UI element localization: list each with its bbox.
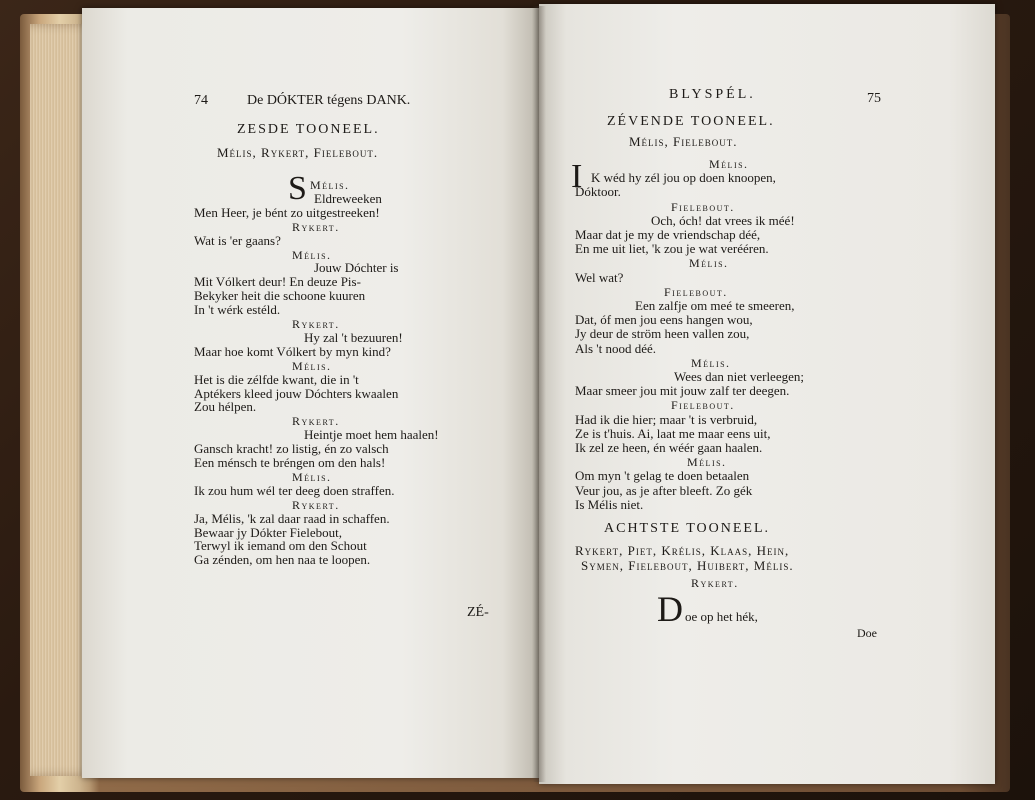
verse-line: Jy deur de ström heen vallen zou, bbox=[575, 326, 750, 342]
speaker-name: Mélis. bbox=[691, 355, 731, 370]
left-page bbox=[82, 8, 539, 778]
verse-line: Ze is t'huis. Ai, laat me maar eens uit, bbox=[575, 425, 771, 441]
scene8-speaker: Rykert. bbox=[691, 576, 739, 590]
verse-line: Jouw Dóchter is bbox=[314, 260, 399, 276]
page-number-left: 74 bbox=[194, 93, 208, 108]
scene8-cast-line-2: Symen, Fielebout, Huibert, Mélis. bbox=[581, 558, 794, 573]
running-head-right: BLYSPÉL. bbox=[669, 87, 756, 102]
speaker-name: Fielebout. bbox=[664, 284, 728, 299]
verse-line: Maar hoe komt Vólkert by myn kind? bbox=[194, 343, 391, 359]
verse-line: Had ik die hier; maar 't is verbruid, bbox=[575, 411, 758, 427]
verse-line: Och, óch! dat vrees ik méé! bbox=[651, 212, 795, 228]
verse-line: Men Heer, je bént zo uitgestreeken! bbox=[194, 204, 380, 220]
verse-line: Wel wat? bbox=[575, 269, 624, 285]
cast-list-left: Mélis, Rykert, Fielebout. bbox=[217, 145, 379, 160]
speaker-name: Fielebout. bbox=[671, 398, 735, 413]
drop-cap-right: I bbox=[571, 158, 583, 195]
verse-line: Maar smeer jou mit jouw zalf ter deegen. bbox=[575, 383, 790, 399]
speaker-name: Rykert. bbox=[292, 317, 340, 331]
cast-list-right: Mélis, Fielebout. bbox=[629, 134, 738, 149]
speaker-name: Mélis. bbox=[310, 178, 350, 192]
speaker-name: Rykert. bbox=[292, 219, 340, 234]
scene8-cast-line-1: Rykert, Piet, Krélis, Klaas, Hein, bbox=[575, 543, 790, 558]
verse-line: Aptékers kleed jouw Dóchters kwaalen bbox=[194, 385, 399, 401]
verse-line: Veur jou, as je after bleeft. Zo gék bbox=[575, 482, 753, 498]
catchword-right: Doe bbox=[857, 626, 877, 640]
verse-line: Ik zel ze heen, én wéér gaan haalen. bbox=[575, 440, 763, 455]
verse-line: Dóktoor. bbox=[575, 184, 621, 200]
scene-title-left: ZESDE TOONEEL. bbox=[237, 122, 380, 137]
scene8-title: ACHTSTE TOONEEL. bbox=[604, 521, 771, 536]
verse-line: Zou hélpen. bbox=[194, 399, 257, 415]
verse-line: Dat, óf men jou eens hangen wou, bbox=[575, 312, 753, 328]
verse-line: Bekyker heit die schoone kuuren bbox=[194, 288, 366, 304]
book-gutter bbox=[532, 6, 546, 782]
running-head-left: De DÓKTER tégens DANK. bbox=[247, 93, 411, 108]
speaker-name: Mélis. bbox=[292, 247, 332, 262]
verse-line: Heintje moet hem haalen! bbox=[304, 427, 439, 443]
speaker-name: Mélis. bbox=[709, 157, 749, 171]
speaker-name: Mélis. bbox=[689, 256, 729, 271]
verse-line: Terwyl ik iemand om den Schout bbox=[194, 538, 367, 554]
right-page bbox=[539, 4, 995, 784]
speaker-name: Rykert. bbox=[292, 414, 340, 429]
verse-line: Hy zal 't bezuuren! bbox=[304, 329, 403, 345]
drop-cap-left: S bbox=[288, 170, 307, 207]
verse-line: Om myn 't gelag te doen betaalen bbox=[575, 468, 750, 484]
verse-line: K wéd hy zél jou op doen knoopen, bbox=[591, 170, 776, 186]
verse-line: In 't wérk estéld. bbox=[194, 302, 281, 318]
speaker-name: Rykert. bbox=[292, 497, 340, 512]
verse-line: Het is die zélfde kwant, die in 't bbox=[194, 371, 359, 387]
verse-line: Als 't nood déé. bbox=[575, 340, 657, 356]
catchword-left: ZÉ- bbox=[467, 605, 489, 620]
speaker-name: Fielebout. bbox=[671, 199, 735, 214]
verse-line: Wat is 'er gaans? bbox=[194, 232, 281, 248]
verse-line: Wees dan niet verleegen; bbox=[674, 369, 804, 384]
verse-line: Ga zénden, om hen naa te loopen. bbox=[194, 552, 371, 568]
verse-line: En me uit liet, 'k zou je wat verééren. bbox=[575, 241, 769, 257]
verse-line: Bewaar jy Dókter Fielebout, bbox=[194, 524, 343, 540]
drop-cap-scene8: D bbox=[657, 589, 683, 629]
speaker-name: Mélis. bbox=[687, 455, 727, 470]
final-line: oe op het hék, bbox=[685, 609, 758, 624]
verse-line: Ik zou hum wél ter deeg doen straffen. bbox=[194, 482, 395, 498]
verse-line: Maar dat je my de vriendschap déé, bbox=[575, 227, 761, 242]
scene-title-right: ZÉVENDE TOONEEL. bbox=[607, 114, 775, 129]
verse-line: Ja, Mélis, 'k zal daar raad in schaffen. bbox=[194, 510, 390, 526]
verse-line: Gansch kracht! zo listig, én zo valsch bbox=[194, 441, 389, 457]
verse-line: Mit Vólkert deur! En deuze Pis- bbox=[194, 274, 361, 290]
speaker-name: Mélis. bbox=[292, 358, 332, 373]
page-number-right: 75 bbox=[867, 91, 881, 106]
verse-line: Eldreweeken bbox=[314, 190, 382, 206]
verse-line: Een ménsch te bréngen om den hals! bbox=[194, 455, 386, 470]
speaker-name: Mélis. bbox=[292, 469, 332, 484]
verse-line: Een zalfje om meé te smeeren, bbox=[635, 298, 795, 313]
verse-line: Is Mélis niet. bbox=[575, 496, 644, 512]
